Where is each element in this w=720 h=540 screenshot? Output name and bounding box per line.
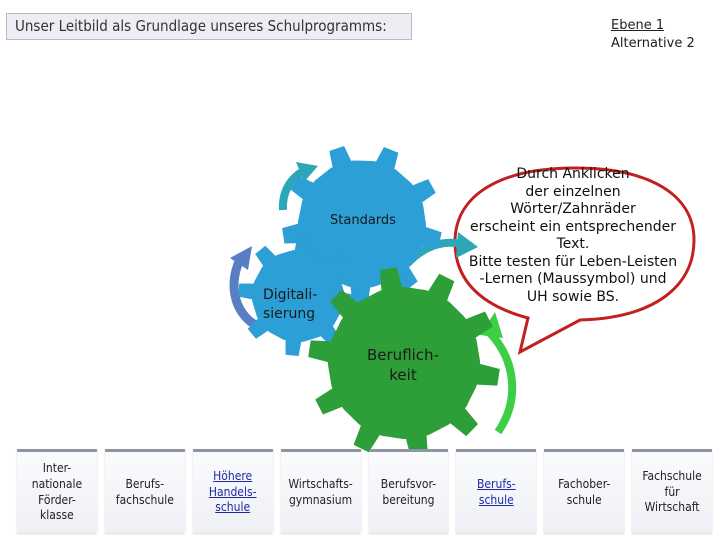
page-title: Unser Leitbild als Grundlage unseres Schulprogramms: [6,13,412,40]
school-card-label: Inter- nationale Förder- klasse [31,461,83,523]
school-card[interactable] [17,449,97,533]
gear-label-digitalisierung[interactable]: Digitali- sierung [263,287,318,322]
school-card[interactable] [369,449,449,533]
school-card[interactable] [105,449,185,533]
school-card-label[interactable]: Höhere Handels- schule [208,469,257,515]
alternative-label: Alternative 2 [611,35,695,51]
school-card-label: Berufsvor- bereitung [380,476,437,507]
school-card[interactable] [544,449,624,533]
school-card[interactable] [456,449,536,533]
school-card[interactable] [632,449,712,533]
gear-label-beruflichkeit[interactable]: Beruflich- keit [367,346,439,385]
school-card-label: Fachschule für Wirtschaft [642,469,702,515]
gear-label-standards[interactable]: Standards [330,213,396,228]
callout-text: Durch Anklicken der einzelnen Wörter/Zahnräder erscheint ein entsprechender Text. Bitte testen für Leben-Leisten -Lernen (Maussymbol) und UH sowie BS. [468,166,678,305]
school-card[interactable] [281,449,361,533]
school-type-row [17,449,712,533]
school-card-label: Fachober- schule [558,476,611,507]
school-card-label: Wirtschafts- gymnasium [288,476,353,507]
school-card-label[interactable]: Berufs- schule [476,476,516,507]
school-card-label: Berufs- fachschule [115,476,174,507]
level-link[interactable]: Ebene 1 [611,18,665,33]
school-card[interactable] [193,449,273,533]
